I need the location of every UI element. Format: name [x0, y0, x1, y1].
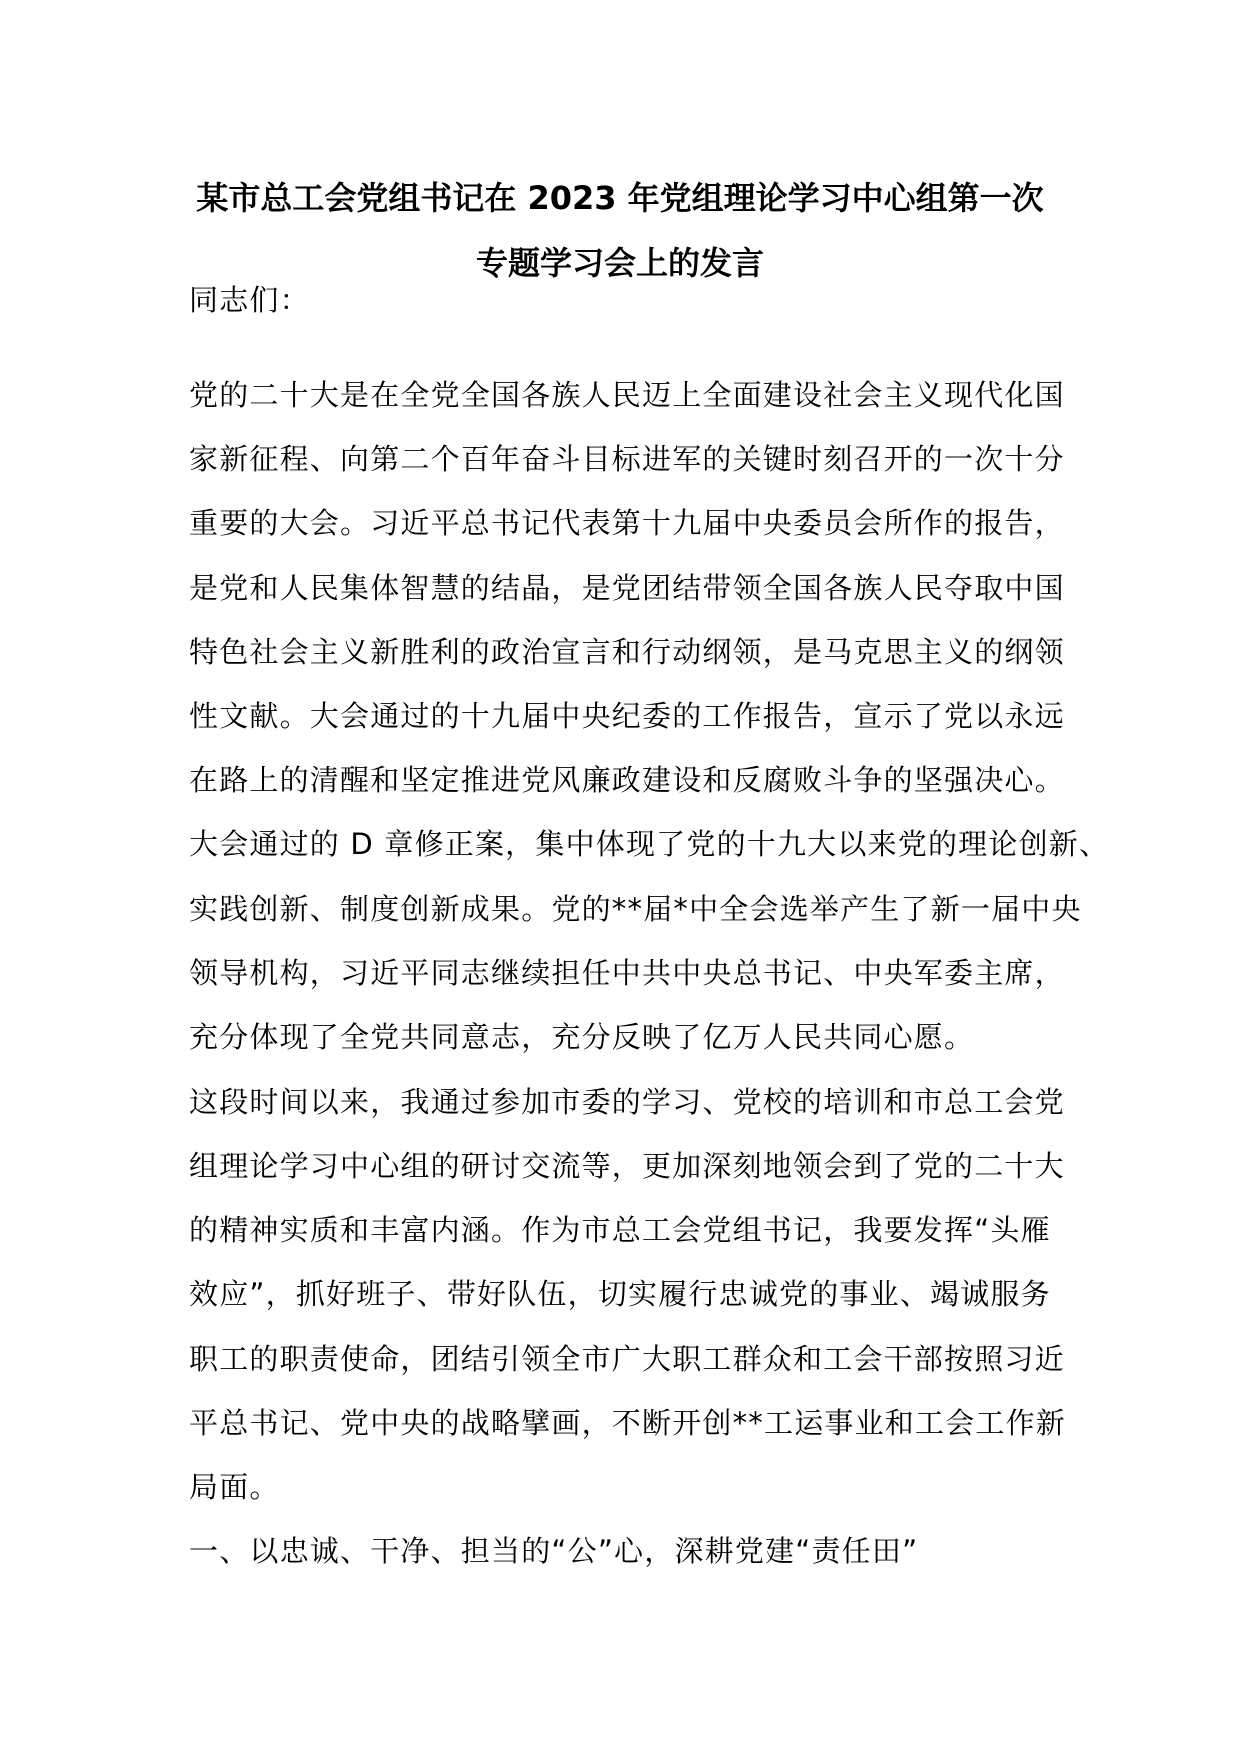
body-line: 特色社会主义新胜利的政治宣言和行动纲领，是马克思主义的纲领 — [189, 635, 1065, 669]
body-line: 家新征程、向第二个百年奋斗目标进军的关键时刻召开的一次十分 — [189, 442, 1065, 476]
body-line: 职工的职责使命，团结引领全市广大职工群众和工会干部按照习近 — [189, 1342, 1065, 1376]
body-line: 这段时间以来，我通过参加市委的学习、党校的培训和市总工会党 — [189, 1085, 1065, 1119]
body-line: 是党和人民集体智慧的结晶，是党团结带领全国各族人民夺取中国 — [189, 571, 1065, 605]
body-line: 在路上的清醒和坚定推进党风廉政建设和反腐败斗争的坚强决心。 — [189, 763, 1065, 797]
body-line: 的精神实质和丰富内涵。作为市总工会党组书记，我要发挥“头雁 — [189, 1213, 1051, 1247]
body-line: 重要的大会。习近平总书记代表第十九届中央委员会所作的报告， — [189, 506, 1065, 540]
body-line: 性文献。大会通过的十九届中央纪委的工作报告，宣示了党以永远 — [189, 699, 1065, 733]
salutation: 同志们： — [189, 283, 310, 317]
body-line: 局面。 — [189, 1470, 280, 1504]
body-line: 党的二十大是在全党全国各族人民迈上全面建设社会主义现代化国 — [189, 378, 1065, 412]
document-title-line-2: 专题学习会上的发言 — [475, 244, 764, 282]
document-title-line-1: 某市总工会党组书记在 2023 年党组理论学习中心组第一次 — [196, 179, 1044, 217]
body-line: 效应”，抓好班子、带好队伍，切实履行忠诚党的事业、竭诚服务 — [189, 1277, 1051, 1311]
section-heading-1: 一、以忠诚、干净、担当的“公”心，深耕党建“责任田” — [189, 1534, 919, 1568]
body-line: 领导机构，习近平同志继续担任中共中央总书记、中央军委主席， — [189, 956, 1065, 990]
body-line: 大会通过的 D 章修正案，集中体现了党的十九大以来党的理论创新、 — [189, 827, 1110, 861]
body-line: 平总书记、党中央的战略擘画，不断开创**工运事业和工会工作新 — [189, 1406, 1067, 1440]
body-line: 充分体现了全党共同意志，充分反映了亿万人民共同心愿。 — [189, 1020, 975, 1054]
body-line: 实践创新、制度创新成果。党的**届*中全会选举产生了新一届中央 — [189, 892, 1082, 926]
body-line: 组理论学习中心组的研讨交流等，更加深刻地领会到了党的二十大 — [189, 1149, 1065, 1183]
